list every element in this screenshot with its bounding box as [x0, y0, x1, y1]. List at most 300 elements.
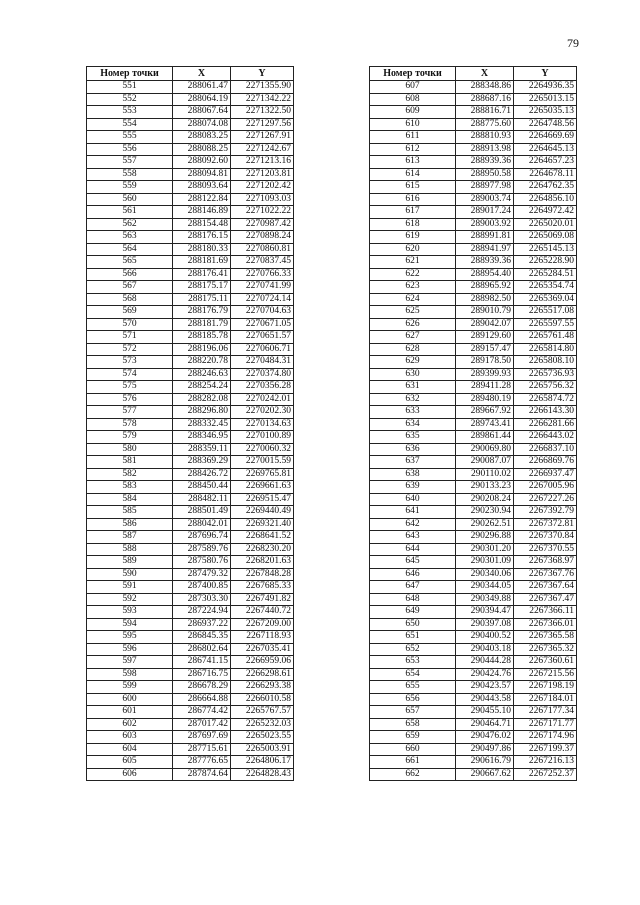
- x-cell: 288982.50: [456, 293, 514, 306]
- y-cell: 2267491.82: [231, 593, 294, 606]
- x-cell: 288348.86: [456, 81, 514, 94]
- point-number-cell: 614: [370, 168, 456, 181]
- table-row: [87, 506, 294, 519]
- point-number-cell: 624: [370, 293, 456, 306]
- x-cell: 287874.64: [173, 768, 231, 781]
- y-cell: 2271213.16: [231, 156, 294, 169]
- x-cell: 287224.94: [173, 606, 231, 619]
- x-cell: 290110.02: [456, 468, 514, 481]
- y-cell: 2267848.28: [231, 568, 294, 581]
- table-row: [87, 306, 294, 319]
- y-cell: 2270704.63: [231, 306, 294, 319]
- x-cell: 288176.79: [173, 306, 231, 319]
- y-cell: 2264762.35: [514, 181, 577, 194]
- y-cell: 2271342.22: [231, 93, 294, 106]
- x-cell: 288939.36: [456, 156, 514, 169]
- y-cell: 2267035.41: [231, 643, 294, 656]
- y-cell: 2267118.93: [231, 631, 294, 644]
- point-number-cell: 655: [370, 681, 456, 694]
- x-cell: 288083.25: [173, 131, 231, 144]
- table-row: [87, 743, 294, 756]
- table-row: [87, 706, 294, 719]
- point-number-cell: 644: [370, 543, 456, 556]
- x-cell: 290340.06: [456, 568, 514, 581]
- table-row: [370, 768, 577, 781]
- x-cell: 288122.84: [173, 193, 231, 206]
- x-cell: 290476.02: [456, 731, 514, 744]
- x-cell: 288092.60: [173, 156, 231, 169]
- table-row: [87, 281, 294, 294]
- table-row: [370, 506, 577, 519]
- x-cell: 288950.58: [456, 168, 514, 181]
- point-number-cell: 642: [370, 518, 456, 531]
- point-number-cell: 605: [87, 756, 173, 769]
- y-cell: 2267198.19: [514, 681, 577, 694]
- y-cell: 2269515.47: [231, 493, 294, 506]
- x-cell: 290424.76: [456, 668, 514, 681]
- table-row: [370, 656, 577, 669]
- table-row: [370, 618, 577, 631]
- table-row: [87, 381, 294, 394]
- y-cell: 2264669.69: [514, 131, 577, 144]
- point-number-cell: 610: [370, 118, 456, 131]
- y-cell: 2267199.37: [514, 743, 577, 756]
- x-cell: 289667.92: [456, 406, 514, 419]
- table-row: [87, 393, 294, 406]
- x-cell: 289003.74: [456, 193, 514, 206]
- point-number-cell: 599: [87, 681, 173, 694]
- x-cell: 287776.65: [173, 756, 231, 769]
- point-number-cell: 661: [370, 756, 456, 769]
- table-row: [370, 193, 577, 206]
- y-cell: 2270242.01: [231, 393, 294, 406]
- table-row: [87, 256, 294, 269]
- table-row: [370, 668, 577, 681]
- table-row: [370, 756, 577, 769]
- table-row: [370, 443, 577, 456]
- table-row: [370, 168, 577, 181]
- y-cell: 2265354.74: [514, 281, 577, 294]
- point-number-cell: 562: [87, 218, 173, 231]
- table-row: [370, 406, 577, 419]
- point-number-cell: 554: [87, 118, 173, 131]
- point-number-cell: 652: [370, 643, 456, 656]
- y-cell: 2270898.24: [231, 231, 294, 244]
- table-row: [370, 493, 577, 506]
- y-cell: 2267370.55: [514, 543, 577, 556]
- point-number-cell: 632: [370, 393, 456, 406]
- x-cell: 289411.28: [456, 381, 514, 394]
- table-row: [370, 531, 577, 544]
- y-cell: 2265035.13: [514, 106, 577, 119]
- point-number-cell: 582: [87, 468, 173, 481]
- table-row: [87, 643, 294, 656]
- table-row: [87, 606, 294, 619]
- table-row: [370, 706, 577, 719]
- x-cell: 286664.88: [173, 693, 231, 706]
- x-cell: 288176.15: [173, 231, 231, 244]
- point-number-cell: 656: [370, 693, 456, 706]
- table-row: [87, 431, 294, 444]
- point-number-cell: 587: [87, 531, 173, 544]
- point-number-cell: 621: [370, 256, 456, 269]
- point-number-cell: 590: [87, 568, 173, 581]
- y-cell: 2266443.02: [514, 431, 577, 444]
- point-number-cell: 600: [87, 693, 173, 706]
- point-number-cell: 552: [87, 93, 173, 106]
- table-row: [87, 456, 294, 469]
- x-cell: 287697.69: [173, 731, 231, 744]
- table-row: [87, 243, 294, 256]
- table-row: [370, 518, 577, 531]
- point-number-cell: 645: [370, 556, 456, 569]
- y-cell: 2265023.55: [231, 731, 294, 744]
- x-cell: 289129.60: [456, 331, 514, 344]
- table-row: [87, 106, 294, 119]
- y-cell: 2265767.57: [231, 706, 294, 719]
- x-cell: 289743.41: [456, 418, 514, 431]
- x-cell: 287400.85: [173, 581, 231, 594]
- table-row: [87, 656, 294, 669]
- x-cell: 290301.20: [456, 543, 514, 556]
- y-cell: 2264678.11: [514, 168, 577, 181]
- x-cell: 288181.69: [173, 256, 231, 269]
- table-row: [87, 218, 294, 231]
- table-row: [370, 243, 577, 256]
- point-number-cell: 647: [370, 581, 456, 594]
- table-row: [370, 743, 577, 756]
- y-cell: 2270766.33: [231, 268, 294, 281]
- y-cell: 2270484.31: [231, 356, 294, 369]
- x-cell: 287589.76: [173, 543, 231, 556]
- y-cell: 2264748.56: [514, 118, 577, 131]
- point-number-cell: 559: [87, 181, 173, 194]
- y-cell: 2264657.23: [514, 156, 577, 169]
- table-row: [87, 206, 294, 219]
- y-cell: 2264645.13: [514, 143, 577, 156]
- x-cell: 288359.11: [173, 443, 231, 456]
- y-cell: 2267209.00: [231, 618, 294, 631]
- x-cell: 286716.75: [173, 668, 231, 681]
- table-row: [370, 606, 577, 619]
- x-cell: 290403.18: [456, 643, 514, 656]
- y-cell: 2270987.42: [231, 218, 294, 231]
- x-cell: 290444.28: [456, 656, 514, 669]
- point-number-cell: 577: [87, 406, 173, 419]
- point-number-cell: 557: [87, 156, 173, 169]
- y-cell: 2267368.97: [514, 556, 577, 569]
- x-cell: 288954.40: [456, 268, 514, 281]
- y-cell: 2268201.63: [231, 556, 294, 569]
- x-cell: 288346.95: [173, 431, 231, 444]
- point-number-cell: 628: [370, 343, 456, 356]
- x-cell: 288775.60: [456, 118, 514, 131]
- point-number-cell: 583: [87, 481, 173, 494]
- table-row: [370, 306, 577, 319]
- point-number-cell: 608: [370, 93, 456, 106]
- y-cell: 2264936.35: [514, 81, 577, 94]
- y-cell: 2265517.08: [514, 306, 577, 319]
- y-cell: 2271022.22: [231, 206, 294, 219]
- y-cell: 2267366.01: [514, 618, 577, 631]
- table-row: [87, 556, 294, 569]
- y-cell: 2265808.10: [514, 356, 577, 369]
- table-row: [370, 693, 577, 706]
- x-cell: 288965.92: [456, 281, 514, 294]
- point-number-cell: 597: [87, 656, 173, 669]
- y-cell: 2271093.03: [231, 193, 294, 206]
- y-cell: 2269440.49: [231, 506, 294, 519]
- point-number-cell: 560: [87, 193, 173, 206]
- point-number-cell: 578: [87, 418, 173, 431]
- x-cell: 288061.47: [173, 81, 231, 94]
- table-row: [370, 131, 577, 144]
- x-cell: 289017.24: [456, 206, 514, 219]
- point-number-cell: 627: [370, 331, 456, 344]
- table-row: [370, 643, 577, 656]
- x-cell: 286741.15: [173, 656, 231, 669]
- table-header-row: [370, 67, 577, 81]
- x-cell: 288816.71: [456, 106, 514, 119]
- point-number-cell: 657: [370, 706, 456, 719]
- x-cell: 288246.63: [173, 368, 231, 381]
- x-cell: 290667.62: [456, 768, 514, 781]
- point-number-cell: 574: [87, 368, 173, 381]
- point-number-cell: 581: [87, 456, 173, 469]
- table-row: [87, 581, 294, 594]
- table-row: [370, 418, 577, 431]
- page-number: 79: [567, 36, 579, 50]
- x-cell: 290464.71: [456, 718, 514, 731]
- table-row: [87, 93, 294, 106]
- point-number-cell: 620: [370, 243, 456, 256]
- y-cell: 2265232.03: [231, 718, 294, 731]
- y-cell: 2270741.99: [231, 281, 294, 294]
- table-row: [370, 281, 577, 294]
- table-row: [370, 393, 577, 406]
- point-number-cell: 585: [87, 506, 173, 519]
- y-cell: 2270860.81: [231, 243, 294, 256]
- y-header: Y: [231, 67, 294, 81]
- x-cell: 288088.25: [173, 143, 231, 156]
- x-cell: 290394.47: [456, 606, 514, 619]
- table-body: [87, 81, 294, 781]
- y-cell: 2267365.58: [514, 631, 577, 644]
- point-number-cell: 553: [87, 106, 173, 119]
- table-row: [87, 231, 294, 244]
- table-row: [370, 593, 577, 606]
- table-row: [370, 156, 577, 169]
- table-row: [370, 106, 577, 119]
- table-row: [87, 168, 294, 181]
- x-cell: 286845.35: [173, 631, 231, 644]
- y-cell: 2264972.42: [514, 206, 577, 219]
- y-cell: 2268641.52: [231, 531, 294, 544]
- y-cell: 2267372.81: [514, 518, 577, 531]
- x-cell: 288146.89: [173, 206, 231, 219]
- table-row: [87, 268, 294, 281]
- point-number-cell: 643: [370, 531, 456, 544]
- point-number-cell: 588: [87, 543, 173, 556]
- point-number-cell: 607: [370, 81, 456, 94]
- table-row: [370, 93, 577, 106]
- x-cell: 287715.61: [173, 743, 231, 756]
- table-row: [370, 556, 577, 569]
- y-cell: 2270374.80: [231, 368, 294, 381]
- point-number-cell: 603: [87, 731, 173, 744]
- point-number-cell: 584: [87, 493, 173, 506]
- x-cell: 290616.79: [456, 756, 514, 769]
- x-header: X: [456, 67, 514, 81]
- x-cell: 288482.11: [173, 493, 231, 506]
- point-number-cell: 593: [87, 606, 173, 619]
- point-number-cell: 618: [370, 218, 456, 231]
- table-header-row: [87, 67, 294, 81]
- point-number-cell: 567: [87, 281, 173, 294]
- y-cell: 2270837.45: [231, 256, 294, 269]
- y-cell: 2264828.43: [231, 768, 294, 781]
- point-number-cell: 651: [370, 631, 456, 644]
- point-number-cell: 592: [87, 593, 173, 606]
- table-row: [370, 568, 577, 581]
- table-row: [87, 443, 294, 456]
- x-header: X: [173, 67, 231, 81]
- y-cell: 2266281.66: [514, 418, 577, 431]
- y-cell: 2265145.13: [514, 243, 577, 256]
- y-cell: 2270100.89: [231, 431, 294, 444]
- y-cell: 2266293.38: [231, 681, 294, 694]
- table-row: [87, 368, 294, 381]
- x-cell: 288939.36: [456, 256, 514, 269]
- point-number-header: Номер точки: [87, 67, 173, 81]
- table-row: [87, 731, 294, 744]
- table-row: [370, 181, 577, 194]
- y-cell: 2267366.11: [514, 606, 577, 619]
- y-cell: 2267392.79: [514, 506, 577, 519]
- point-number-cell: 565: [87, 256, 173, 269]
- point-number-cell: 616: [370, 193, 456, 206]
- x-cell: 289399.93: [456, 368, 514, 381]
- x-cell: 287580.76: [173, 556, 231, 569]
- x-cell: 288093.64: [173, 181, 231, 194]
- point-number-cell: 573: [87, 356, 173, 369]
- point-number-cell: 569: [87, 306, 173, 319]
- y-cell: 2267215.56: [514, 668, 577, 681]
- point-number-cell: 598: [87, 668, 173, 681]
- y-cell: 2269661.63: [231, 481, 294, 494]
- y-cell: 2270606.71: [231, 343, 294, 356]
- point-number-cell: 629: [370, 356, 456, 369]
- y-cell: 2267360.61: [514, 656, 577, 669]
- point-number-cell: 623: [370, 281, 456, 294]
- point-number-cell: 630: [370, 368, 456, 381]
- point-number-cell: 566: [87, 268, 173, 281]
- x-cell: 290296.88: [456, 531, 514, 544]
- table-row: [87, 531, 294, 544]
- y-cell: 2267177.34: [514, 706, 577, 719]
- x-cell: 288977.98: [456, 181, 514, 194]
- point-number-cell: 594: [87, 618, 173, 631]
- y-cell: 2265756.32: [514, 381, 577, 394]
- point-number-cell: 640: [370, 493, 456, 506]
- y-cell: 2266959.06: [231, 656, 294, 669]
- y-cell: 2267685.33: [231, 581, 294, 594]
- y-cell: 2271202.42: [231, 181, 294, 194]
- point-number-cell: 654: [370, 668, 456, 681]
- y-cell: 2270202.30: [231, 406, 294, 419]
- y-cell: 2271355.90: [231, 81, 294, 94]
- point-number-cell: 658: [370, 718, 456, 731]
- y-cell: 2265284.51: [514, 268, 577, 281]
- point-number-cell: 617: [370, 206, 456, 219]
- x-cell: 289042.07: [456, 318, 514, 331]
- y-cell: 2265814.80: [514, 343, 577, 356]
- y-cell: 2270356.28: [231, 381, 294, 394]
- table-row: [370, 256, 577, 269]
- table-row: [370, 293, 577, 306]
- table-row: [87, 568, 294, 581]
- x-cell: 290497.86: [456, 743, 514, 756]
- y-cell: 2266837.10: [514, 443, 577, 456]
- x-cell: 288501.49: [173, 506, 231, 519]
- x-cell: 289003.92: [456, 218, 514, 231]
- table-row: [370, 318, 577, 331]
- point-number-cell: 568: [87, 293, 173, 306]
- table-row: [87, 468, 294, 481]
- x-cell: 286678.29: [173, 681, 231, 694]
- x-cell: 288810.93: [456, 131, 514, 144]
- y-cell: 2271242.67: [231, 143, 294, 156]
- x-cell: 290400.52: [456, 631, 514, 644]
- point-number-cell: 609: [370, 106, 456, 119]
- x-cell: 290230.94: [456, 506, 514, 519]
- x-cell: 290301.09: [456, 556, 514, 569]
- table-row: [370, 331, 577, 344]
- point-number-cell: 615: [370, 181, 456, 194]
- table-row: [87, 668, 294, 681]
- y-cell: 2267005.96: [514, 481, 577, 494]
- x-cell: 290133.23: [456, 481, 514, 494]
- x-cell: 290443.58: [456, 693, 514, 706]
- table-row: [370, 381, 577, 394]
- y-cell: 2266937.47: [514, 468, 577, 481]
- table-row: [87, 356, 294, 369]
- x-cell: 288185.78: [173, 331, 231, 344]
- x-cell: 286774.42: [173, 706, 231, 719]
- table-row: [87, 681, 294, 694]
- y-cell: 2265874.72: [514, 393, 577, 406]
- table-row: [87, 331, 294, 344]
- point-number-cell: 564: [87, 243, 173, 256]
- table-row: [87, 81, 294, 94]
- table-row: [370, 118, 577, 131]
- point-number-cell: 619: [370, 231, 456, 244]
- point-number-cell: 662: [370, 768, 456, 781]
- point-number-cell: 601: [87, 706, 173, 719]
- point-number-cell: 589: [87, 556, 173, 569]
- table-row: [370, 268, 577, 281]
- x-cell: 290087.07: [456, 456, 514, 469]
- table-row: [370, 431, 577, 444]
- table-row: [87, 406, 294, 419]
- table-row: [370, 81, 577, 94]
- table-row: [87, 493, 294, 506]
- y-cell: 2269321.40: [231, 518, 294, 531]
- point-number-cell: 606: [87, 768, 173, 781]
- y-cell: 2265013.15: [514, 93, 577, 106]
- y-cell: 2267367.76: [514, 568, 577, 581]
- x-cell: 288220.78: [173, 356, 231, 369]
